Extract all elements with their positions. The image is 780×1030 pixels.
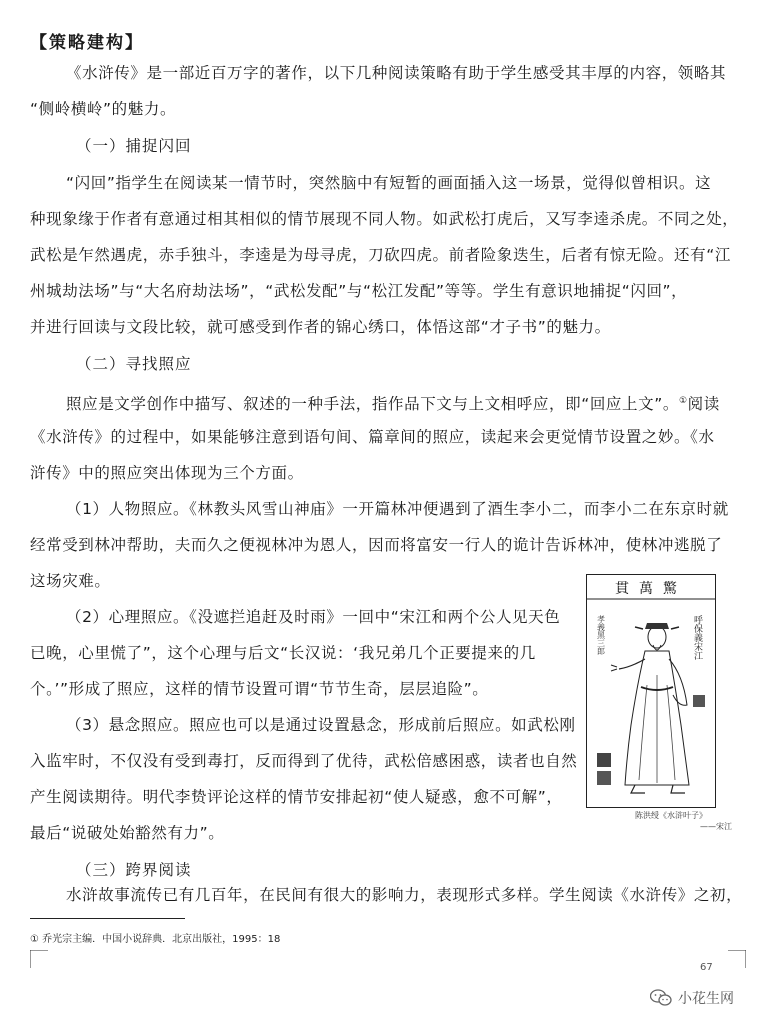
intro-line-1: 《水浒传》是一部近百万字的著作，以下几种阅读策略有助于学生感受其丰厚的内容，领略其 (66, 64, 727, 82)
item-line: 最后“说破处始豁然有力”。 (30, 824, 225, 842)
figure-caption-line-2: ——宋江 (700, 822, 732, 831)
crop-mark-icon (728, 950, 746, 968)
item-line: 个。’”形成了照应，这样的情节设置可谓“节节生奇，层层追险”。 (30, 680, 489, 698)
figure-title: 貫萬驚 (615, 581, 687, 597)
song-jiang-woodcut (587, 575, 715, 807)
section-heading-2: （二）寻找照应 (76, 355, 192, 373)
item-line: （2）心理照应。《没遮拦追赶及时雨》一回中“宋江和两个公人见天色 (66, 608, 561, 626)
illustration-frame (586, 574, 716, 808)
footnote-rule (30, 918, 185, 919)
para-line: 并进行回读与文段比较，就可感受到作者的锦心绣口，体悟这部“才子书”的魅力。 (30, 318, 611, 336)
para-text-tail: 阅读 (687, 395, 720, 414)
footnote-marker[interactable]: ① (678, 396, 688, 406)
para-line: 州城劫法场”与“大名府劫法场”，“武松发配”与“松江发配”等等。学生有意识地捕捉“闪回”， (30, 282, 688, 300)
page-number: 67 (700, 962, 713, 973)
illustration-figure (586, 574, 744, 842)
figure-caption (596, 810, 746, 832)
section-heading-3: （三）跨界阅读 (76, 861, 192, 879)
watermark (650, 988, 734, 1008)
item-line: 已晚，心里慌了”，这个心理与后文“长汉说：‘我兄弟几个正要提来的几 (30, 644, 536, 662)
para-line (66, 390, 720, 415)
watermark-text: 小花生网 (678, 991, 734, 1007)
para-line: 武松是乍然遇虎，赤手独斗，李逵是为母寻虎，刀砍四虎。前者险象迭生，后者有惊无险。还有“江 (30, 246, 731, 264)
para-line: 水浒故事流传已有几百年，在民间有很大的影响力，表现形式多样。学生阅读《水浒传》之初， (66, 886, 743, 904)
figure-side-text: 呼保義宋江 (692, 615, 702, 660)
footnote: ① 乔光宗主编．中国小说辞典．北京出版社，1995：18 (30, 934, 281, 945)
intro-line-2: “侧岭横岭”的魅力。 (30, 100, 177, 118)
section-heading-1: （一）捕捉闪回 (76, 137, 192, 155)
item-line: 入监牢时，不仅没有受到毒打，反而得到了优待，武松倍感困惑，读者也自然 (30, 752, 578, 770)
para-text: 照应是文学创作中描写、叙述的一种手法，指作品下文与上文相呼应，即“回应上文”。 (66, 395, 679, 414)
figure-caption-line-1: 陈洪绶《水浒叶子》 (635, 811, 707, 820)
section-title: 【策略建构】 (30, 33, 144, 53)
figure-left-text: 孝義黑三郎 (596, 615, 606, 655)
item-line: 经常受到林冲帮助，夫而久之便视林冲为恩人，因而将富安一行人的诡计告诉林冲，使林冲逃脱了 (30, 536, 723, 554)
wechat-icon (650, 989, 672, 1007)
para-line: 浒传》中的照应突出体现为三个方面。 (30, 464, 304, 482)
para-line: 《水浒传》的过程中，如果能够注意到语句间、篇章间的照应，读起来会更觉情节设置之妙。《水 (30, 428, 715, 446)
item-line: 产生阅读期待。明代李贽评论这样的情节安排起初“使人疑惑，愈不可解”， (30, 788, 563, 806)
para-line: “闪回”指学生在阅读某一情节时，突然脑中有短暂的画面插入这一场景，觉得似曾相识。这 (66, 174, 712, 192)
item-line: （3）悬念照应。照应也可以是通过设置悬念，形成前后照应。如武松刚 (66, 716, 576, 734)
para-line: 种现象缘于作者有意通过相其相似的情节展现不同人物。如武松打虎后，又写李逵杀虎。不同之处， (30, 210, 739, 228)
item-line: （1）人物照应。《林教头风雪山神庙》一开篇林冲便遇到了酒生李小二，而李小二在东京时就 (66, 500, 729, 518)
item-line: 这场灾难。 (30, 572, 111, 590)
crop-mark-icon (30, 950, 48, 968)
